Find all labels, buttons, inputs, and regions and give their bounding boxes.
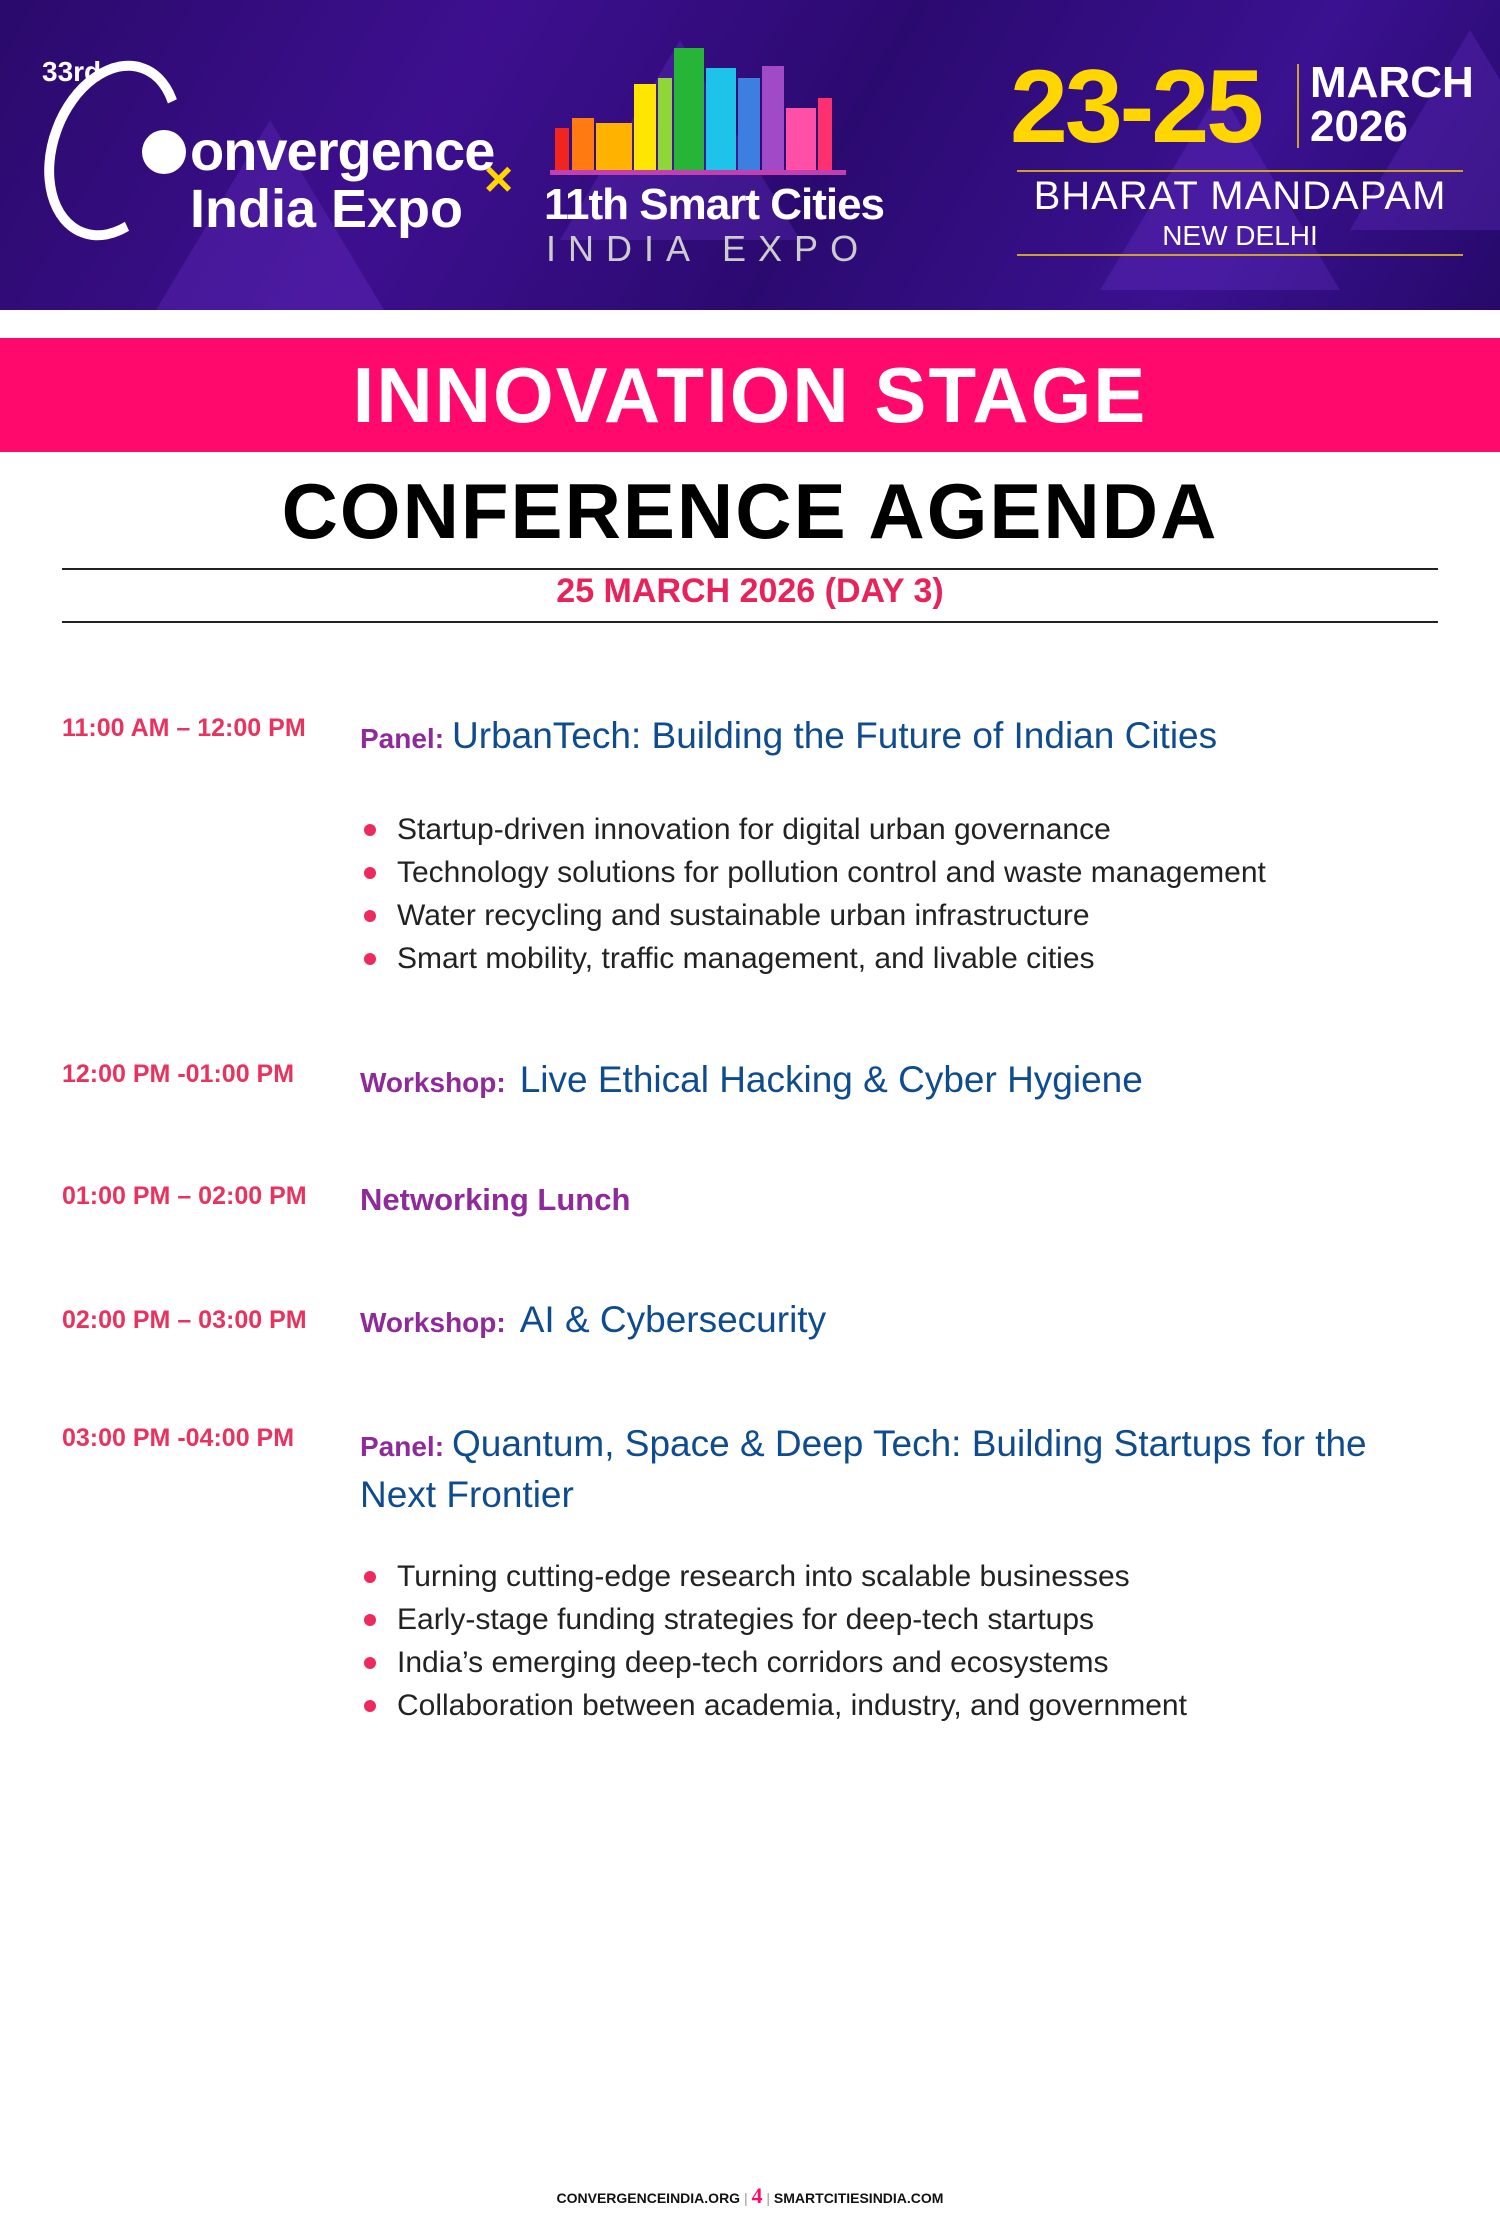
divider <box>62 568 1438 570</box>
globe-icon <box>142 130 186 174</box>
session-title-block <box>360 1296 1440 1347</box>
topic-item: Collaboration between academia, industry, and government <box>364 1684 1187 1727</box>
session-topics <box>364 1555 1187 1727</box>
divider <box>62 621 1438 623</box>
cross-icon: × <box>484 151 514 207</box>
event-year: 2026 <box>1310 102 1408 151</box>
smart-cities-logo-line2: INDIA EXPO <box>546 228 871 269</box>
topic-item: Water recycling and sustainable urban infrastructure <box>364 894 1266 937</box>
convergence-logo-line2: India Expo <box>190 179 464 239</box>
session-type: Panel: <box>360 723 445 754</box>
event-month: MARCH <box>1310 58 1474 107</box>
session-topics <box>364 808 1266 980</box>
event-banner <box>0 0 1500 310</box>
city: NEW DELHI <box>1162 220 1318 251</box>
convergence-logo-line1: onvergence <box>190 119 495 182</box>
session-type: Workshop: <box>360 1067 506 1098</box>
event-dates: 23-25 <box>1010 49 1261 165</box>
session-title-block <box>360 712 1440 763</box>
footer-separator: | <box>766 2190 771 2206</box>
agenda-date: 25 MARCH 2026 (DAY 3) <box>556 572 944 610</box>
topic-item: Early-stage funding strategies for deep-tech startups <box>364 1598 1187 1641</box>
footer <box>0 2183 1500 2209</box>
session-title: Live Ethical Hacking & Cyber Hygiene <box>519 1059 1143 1100</box>
topic-item: Smart mobility, traffic management, and livable cities <box>364 937 1266 980</box>
city-skyline-icon <box>550 48 846 174</box>
session-type: Networking Lunch <box>360 1182 631 1217</box>
footer-link-convergence[interactable]: CONVERGENCEINDIA.ORG <box>556 2190 741 2206</box>
footer-separator: | <box>743 2190 748 2206</box>
session-title: UrbanTech: Building the Future of Indian Cities <box>452 715 1218 756</box>
session-type: Panel: <box>360 1431 445 1462</box>
session-title: Quantum, Space & Deep Tech: Building Startups for the Next Frontier <box>360 1423 1367 1515</box>
session-type: Workshop: <box>360 1307 506 1338</box>
session-time: 03:00 PM -04:00 PM <box>62 1424 295 1452</box>
topic-item: Technology solutions for pollution control and waste management <box>364 851 1266 894</box>
edition-label: 33rd <box>42 56 102 87</box>
venue: BHARAT MANDAPAM <box>1033 174 1447 218</box>
session-title: AI & Cybersecurity <box>519 1299 827 1340</box>
smart-cities-logo-line1: 11th Smart Cities <box>544 180 885 229</box>
session-title-block <box>360 1056 1440 1107</box>
session-time: 01:00 PM – 02:00 PM <box>62 1182 307 1210</box>
session-title-block <box>360 1174 1440 1224</box>
topic-item: India’s emerging deep-tech corridors and ecosystems <box>364 1641 1187 1684</box>
footer-link-smartcities[interactable]: SMARTCITIESINDIA.COM <box>773 2190 944 2206</box>
topic-item: Turning cutting-edge research into scalable businesses <box>364 1555 1187 1598</box>
page-title: CONFERENCE AGENDA <box>281 467 1219 555</box>
session-time: 12:00 PM -01:00 PM <box>62 1060 295 1088</box>
page-number: 4 <box>751 2183 763 2208</box>
topic-item: Startup-driven innovation for digital urban governance <box>364 808 1266 851</box>
stage-banner: INNOVATION STAGE <box>0 338 1500 452</box>
session-time: 11:00 AM – 12:00 PM <box>62 714 306 742</box>
session-title-block <box>360 1420 1440 1519</box>
session-time: 02:00 PM – 03:00 PM <box>62 1306 307 1334</box>
